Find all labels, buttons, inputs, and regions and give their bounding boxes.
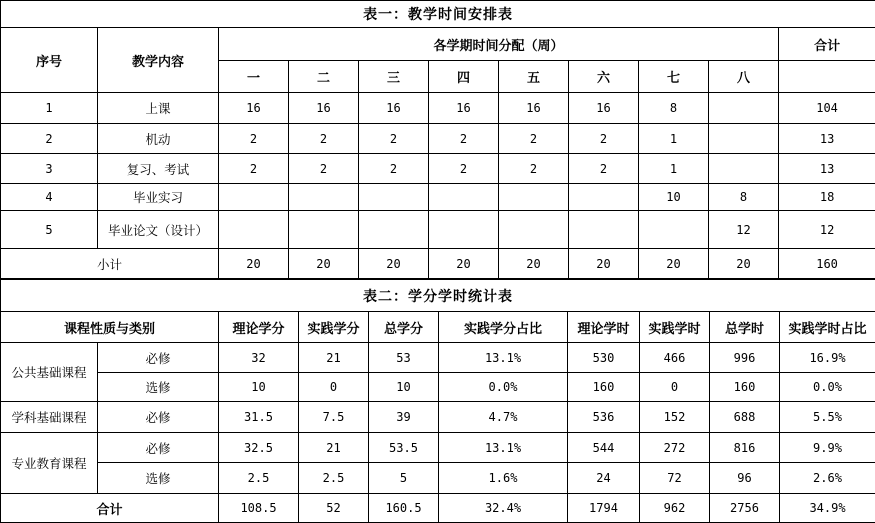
data-cell: 16.9%	[780, 343, 875, 373]
data-cell: 10	[369, 373, 439, 402]
col-header-practice-credit-ratio: 实践学分占比	[439, 312, 568, 343]
data-cell: 10	[639, 184, 709, 211]
data-cell: 34.9%	[780, 494, 875, 523]
table-row	[1, 373, 875, 402]
data-cell: 1	[639, 124, 709, 154]
data-cell: 39	[369, 402, 439, 433]
data-cell	[709, 124, 779, 154]
col-header-no: 序号	[1, 28, 98, 93]
data-cell: 20	[499, 249, 569, 279]
data-cell: 2.5	[219, 463, 299, 494]
data-cell: 2	[499, 124, 569, 154]
data-cell: 1794	[568, 494, 640, 523]
data-cell	[639, 211, 709, 249]
data-cell: 7.5	[299, 402, 369, 433]
col-header-semesters: 各学期时间分配（周）	[219, 28, 779, 61]
data-cell: 4.7%	[439, 402, 568, 433]
row-no: 1	[1, 93, 98, 124]
table2-title: 表二：学分学时统计表	[1, 280, 875, 312]
data-cell: 0.0%	[439, 373, 568, 402]
data-cell: 53	[369, 343, 439, 373]
data-cell: 16	[359, 93, 429, 124]
data-cell: 2	[499, 154, 569, 184]
data-cell: 16	[569, 93, 639, 124]
course-type: 必修	[98, 433, 219, 463]
table-row	[1, 433, 875, 463]
data-cell: 9.9%	[780, 433, 875, 463]
data-cell	[709, 154, 779, 184]
data-cell: 13.1%	[439, 433, 568, 463]
data-cell: 13.1%	[439, 343, 568, 373]
data-cell: 2	[429, 154, 499, 184]
table-row	[1, 211, 875, 249]
data-cell: 2756	[710, 494, 780, 523]
total-row	[1, 494, 875, 523]
data-cell	[499, 211, 569, 249]
data-cell: 0	[299, 373, 369, 402]
empty-cell	[779, 61, 875, 93]
col-header-total: 合计	[779, 28, 875, 61]
data-cell: 2	[429, 124, 499, 154]
col-header-total-hours: 总学时	[710, 312, 780, 343]
data-cell	[429, 211, 499, 249]
data-cell: 20	[359, 249, 429, 279]
data-cell: 536	[568, 402, 640, 433]
data-cell: 8	[639, 93, 709, 124]
data-cell	[289, 184, 359, 211]
subtotal-label: 小计	[1, 249, 219, 279]
course-category: 学科基础课程	[1, 402, 98, 433]
data-cell: 12	[709, 211, 779, 249]
data-cell: 962	[640, 494, 710, 523]
data-cell: 0	[640, 373, 710, 402]
row-total: 13	[779, 124, 875, 154]
table-row	[1, 343, 875, 373]
data-cell	[289, 211, 359, 249]
data-cell	[429, 184, 499, 211]
data-cell: 20	[429, 249, 499, 279]
data-cell: 20	[569, 249, 639, 279]
row-content: 毕业实习	[98, 184, 219, 211]
data-cell: 8	[709, 184, 779, 211]
table-row	[1, 463, 875, 494]
data-cell: 530	[568, 343, 640, 373]
data-cell: 10	[219, 373, 299, 402]
data-cell: 16	[219, 93, 289, 124]
data-cell: 272	[640, 433, 710, 463]
col-header-total-credits: 总学分	[369, 312, 439, 343]
row-no: 3	[1, 154, 98, 184]
semester-header-3: 三	[359, 61, 429, 93]
data-cell: 16	[499, 93, 569, 124]
data-cell: 53.5	[369, 433, 439, 463]
credit-hours-table	[0, 279, 875, 523]
subtotal-row	[1, 249, 875, 279]
data-cell: 2	[219, 124, 289, 154]
row-no: 4	[1, 184, 98, 211]
table-row	[1, 154, 875, 184]
data-cell: 20	[639, 249, 709, 279]
semester-header-5: 五	[499, 61, 569, 93]
data-cell: 0.0%	[780, 373, 875, 402]
data-cell: 996	[710, 343, 780, 373]
data-cell: 160	[710, 373, 780, 402]
semester-header-1: 一	[219, 61, 289, 93]
data-cell: 5	[369, 463, 439, 494]
data-cell: 2	[219, 154, 289, 184]
course-category: 专业教育课程	[1, 433, 98, 494]
data-cell: 1.6%	[439, 463, 568, 494]
data-cell: 2	[569, 154, 639, 184]
row-total: 12	[779, 211, 875, 249]
col-header-practice-hours: 实践学时	[640, 312, 710, 343]
data-cell	[219, 184, 289, 211]
data-cell: 2.6%	[780, 463, 875, 494]
data-cell: 20	[709, 249, 779, 279]
data-cell: 688	[710, 402, 780, 433]
data-cell: 816	[710, 433, 780, 463]
col-header-theory-credits: 理论学分	[219, 312, 299, 343]
data-cell: 2	[359, 154, 429, 184]
semester-header-2: 二	[289, 61, 359, 93]
course-type: 必修	[98, 343, 219, 373]
col-header-content: 教学内容	[98, 28, 219, 93]
data-cell: 72	[640, 463, 710, 494]
data-cell: 160.5	[369, 494, 439, 523]
table-row	[1, 124, 875, 154]
table-row	[1, 184, 875, 211]
data-cell: 108.5	[219, 494, 299, 523]
semester-header-6: 六	[569, 61, 639, 93]
row-content: 复习、考试	[98, 154, 219, 184]
data-cell	[499, 184, 569, 211]
data-cell: 152	[640, 402, 710, 433]
table-row	[1, 93, 875, 124]
row-content: 机动	[98, 124, 219, 154]
data-cell: 16	[289, 93, 359, 124]
data-cell: 2	[569, 124, 639, 154]
course-type: 选修	[98, 373, 219, 402]
data-cell: 160	[568, 373, 640, 402]
row-total: 13	[779, 154, 875, 184]
data-cell	[569, 184, 639, 211]
data-cell: 2	[289, 124, 359, 154]
data-cell: 5.5%	[780, 402, 875, 433]
data-cell	[359, 211, 429, 249]
data-cell	[359, 184, 429, 211]
row-content: 上课	[98, 93, 219, 124]
row-content: 毕业论文（设计）	[98, 211, 219, 249]
semester-header-4: 四	[429, 61, 499, 93]
course-category: 公共基础课程	[1, 343, 98, 402]
col-header-course-type: 课程性质与类别	[1, 312, 219, 343]
col-header-practice-credits: 实践学分	[299, 312, 369, 343]
data-cell: 544	[568, 433, 640, 463]
data-cell: 16	[429, 93, 499, 124]
subtotal-total: 160	[779, 249, 875, 279]
data-cell: 32	[219, 343, 299, 373]
data-cell: 31.5	[219, 402, 299, 433]
row-no: 5	[1, 211, 98, 249]
data-cell: 21	[299, 343, 369, 373]
data-cell: 32.5	[219, 433, 299, 463]
data-cell: 96	[710, 463, 780, 494]
row-total: 18	[779, 184, 875, 211]
course-type: 选修	[98, 463, 219, 494]
semester-header-8: 八	[709, 61, 779, 93]
table1-title: 表一：教学时间安排表	[1, 1, 875, 28]
data-cell	[709, 93, 779, 124]
row-total: 104	[779, 93, 875, 124]
data-cell: 2.5	[299, 463, 369, 494]
data-cell: 32.4%	[439, 494, 568, 523]
data-cell: 24	[568, 463, 640, 494]
data-cell: 2	[359, 124, 429, 154]
col-header-theory-hours: 理论学时	[568, 312, 640, 343]
data-cell: 1	[639, 154, 709, 184]
data-cell: 20	[289, 249, 359, 279]
data-cell: 20	[219, 249, 289, 279]
data-cell	[219, 211, 289, 249]
table-row	[1, 402, 875, 433]
data-cell: 21	[299, 433, 369, 463]
data-cell	[569, 211, 639, 249]
semester-header-7: 七	[639, 61, 709, 93]
data-cell: 466	[640, 343, 710, 373]
total-label: 合计	[1, 494, 219, 523]
course-type: 必修	[98, 402, 219, 433]
col-header-practice-hour-ratio: 实践学时占比	[780, 312, 875, 343]
data-cell: 2	[289, 154, 359, 184]
row-no: 2	[1, 124, 98, 154]
data-cell: 52	[299, 494, 369, 523]
